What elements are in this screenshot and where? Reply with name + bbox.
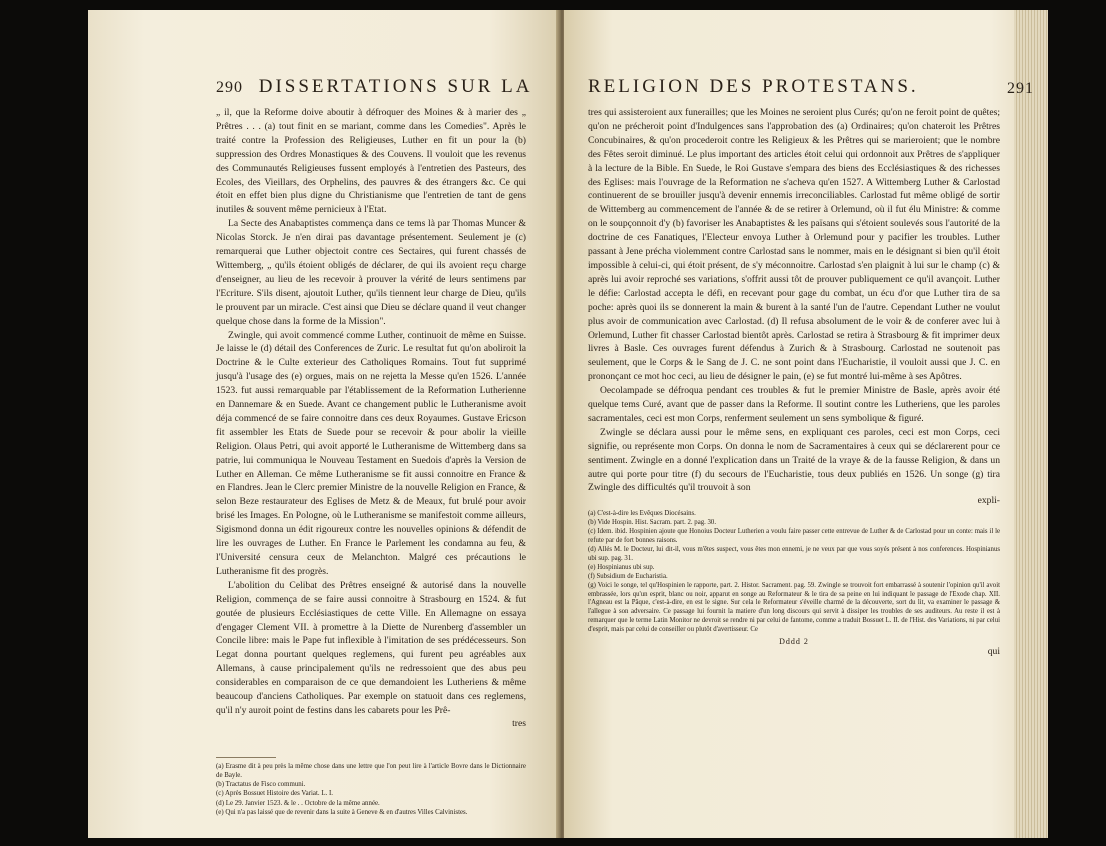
right-catchword: expli- (977, 495, 1000, 507)
left-running-title: DISSERTATIONS SUR LA (258, 76, 533, 97)
left-page-header (216, 76, 533, 98)
left-paragraph-4: L'abolition du Celibat des Prêtres enseigné & autorisé dans la nouvelle Religion, commença de se faire aussi connoitre à Strasbourg en 1524. & fut goutée de plusieurs Ecclésiastiques de cette Ville. En Allemagne on essaya d'engager Clement VII. à promettre à la Diette de Nurenberg d'assembler un Concile libre: mais le Pape fut inflexible à l'imitation de ses prédécesseurs. Son Legat donna pourtant quelques reglemens, qui furent peu agréables aux Allemans, à cause principalement qu'ils ne redressoient que des abus peu considerables en comparaison de ce que demandoient les Lutheriens & même beaucoup d'anciens Catholiques. Par exemple on statuoit dans ces reglemens, qu'il n'y auroit point de festins dans les cabarets pour les Prê- (216, 579, 526, 716)
right-paragraph-1: tres qui assisteroient aux funerailles; que les Moines ne seroient plus Curés; qu'on ne feroit point de quêtes; qu'on ne précheroit point d'Indulgences sans l'approbation des (a) Ordinaires; qu'on chateroit les Prêtres Concubinaires, & qu'on procederoit contre les Religieux & les Prêtres qui se marieroient; que le nombre des Fêtes seroit diminué. Le plus important des articles étoit celui qui ordonnoit aux Prêtres de s'appliquer à la lecture de la Bible. En Suede, le Roi Gustave s'empara des biens des Ecclésiastiques & des richesses des Eglises: mais l'ouvrage de la Reformation ne s'acheva qu'en 1527. A Wittemberg Luther & Carlostad continuerent de se brouiller jusqu'à devenir ennemis irreconciliables. Carlostad fut même obligé de sortir de Wittemberg au commencement de l'année & de se retirer à Orlemund, où il fut élu Ministre: & comme on le soupçonnoit d'y (b) favoriser les Anabaptistes & les païsans qui s'étoient soulevés sous l'autorité de la doctrine de ces Fanatiques, l'Electeur envoya Luther à Orlemund pour y pacifier les troubles. Luther passant à Jene précha violemment contre Carlostad sans le nommer, mais en le désignant si bien qu'il étoit impossible à celui-ci, qui étoit présent, de s'y méconnoitre. Carlostad s'en plaignit à lui sur le champ (c) & après lui avoir reproché ses variations, s'offrit aussi tôt de prouver publiquement ce qu'il avançoit. Luther le défie: Carlostad accepta le défi, en recevant pour gage du combat, un écu d'or que Luther tira de sa poche: après quoi ils se donnerent la main & burent à la santé l'un de l'autre. Cependant Luther ne voulut plus avoir de communication avec Carlostad. (d) Il refusa absolument de le voir & de conferer avec lui à Orlemund, Luther fit chasser Carlostad bientôt après. Carlostad se retira à Strasbourg & fit imprimer deux livres à Basle. Ces ouvrages furent défendus à Zurich & à Strasbourg. Carlostad ne soutenoit pas seulement, que le Corps & le Sang de J. C. ne sont point dans l'Eucharistie, il vouloit aussi que J. C. en prononçant ce mot hoc ceci, au lieu de désigner le pain, (e) se fut montré lui-même à ses Apôtres. (588, 107, 1000, 383)
left-footnote-d: (d) Le 29. Janvier 1523. & le . . Octobre de la même année. (216, 799, 380, 807)
right-footnote-g: (g) Voici le songe, tel qu'Hospinien le rapporte, part. 2. Histor. Sacrament. pag. 59. Zwingle se trouvoit fort embarrassé à soutenir l'opinion qu'il avoit embrassée, lors qu'un esprit, blanc ou noir, apparut en songe au Reformateur & le tira de sa peine en lui indiquant le passage de l'Exode chap. XII. l'Agneau est la Pâque, c'est-à-dire, en est le signe. Sur cela le Reformateur s'éveille charmé de la découverte, sort du lit, va examiner le passage & l'allegue à son adversaire. Ce passage lui fournit la matiere d'un long discours qui servit à dissiper les troubles de ses auditeurs. Au reste il est à remarquer que le terme Latin Monitor ne devroit se rendre ni par celui de fantome, comme a traduit Bossuet L. II. de l'Hist. des Variations, ni par celui d'esprit, mais par celui de conseiller ou plutôt d'avertisseur. Ce (588, 581, 1000, 634)
signature-mark: Dddd 2 (779, 637, 809, 647)
left-paragraph-2: La Secte des Anabaptistes commença dans ce tems là par Thomas Muncer & Nicolas Storck. Je n'en dirai pas davantage présentement. Seulement je (c) remarquerai que Luther objectoit contre ces Sectaires, qui furent chassés de Wittemberg, „ qu'ils étoient obligés de déclarer, de qui ils avoient reçu charge d'enseigner, au lieu de les recevoir à prouver la vérité de leurs sentimens par l'Ecriture. S'ils disent, ajoutoit Luther, qu'ils tiennent leur charge de Dieu, qu'ils le prouvent par un miracle. C'est ainsi que Dieu se déclare quand il veut changer quelque chose dans la forme de la Mission". (216, 218, 526, 327)
right-paragraph-2: Oecolampade se défroqua pendant ces troubles & fut le premier Ministre de Basle, après avoir été quelque tems Curé, avant que de passer dans la Reforme. Il soutint contre les Lutheriens, que les paroles sacramentales, ceci est mon Corps, renferment seulement un sens symbolique & figuré. (588, 385, 1000, 424)
right-footnote-c: (c) Idem. ibid. Hospinien ajoute que Honoius Docteur Lutherien a voulu faire passer cette entrevue de Luther & de Carlostad pour un conte: mais il le refute par de fort bonnes raisons. (588, 528, 1000, 545)
left-page-number: 290 (216, 79, 243, 96)
left-catchword: tres (512, 717, 526, 729)
left-footnote-e: (e) Qui n'a pas laissé que de revenir dans la suite à Geneve & en d'autres Villes Calvinistes. (216, 808, 468, 816)
left-page-body (216, 106, 526, 729)
right-page-header (588, 76, 1034, 98)
left-footnote-rule (216, 757, 276, 758)
right-page (564, 10, 1048, 838)
right-running-title: RELIGION DES PROTESTANS. (588, 76, 919, 97)
right-page-number: 291 (1007, 80, 1034, 97)
right-footnote-catchword: qui (987, 646, 1000, 658)
left-footnote-a: (a) Erasme dit à peu près la même chose dans une lettre que l'on peut lire à l'article Bovre dans le Dictionnaire de Bayle. (216, 762, 526, 780)
left-page (88, 10, 560, 838)
right-footnote-d: (d) Allés M. le Docteur, lui dit-il, vous m'êtes suspect, vous êtes mon ennemi, je ne veux par que vous soyés présent à nos conferences. Hospinianus ubi sup. pag. 31. (588, 546, 1000, 562)
page-edges (1014, 10, 1048, 838)
right-footnote-f: (f) Subsidium de Eucharistia. (588, 572, 668, 580)
right-footnote-a: (a) C'est-à-dire les Evêques Diocésains. (588, 510, 696, 518)
left-footnote-c: (c) Après Bossuet Histoire des Variat. L. I. (216, 790, 333, 798)
open-book (88, 10, 1048, 838)
left-paragraph-1: „ il, que la Reforme doive aboutir à défroquer des Moines & à marier des „ Prêtres . . . (a) tout finit en se mariant, comme dans les Comedies". Après le traité contre la Profession des Religieuses, Luther en fit un pour la (b) suppression des Ordres Monastiques & des Couvens. Il vouloit que les revenus des Communautés Religieuses fussent employés à l'entretien des Pasteurs, des Ecoles, des Vieillars, des Orphelins, des pauvres & des étrangers &c. Ce qui étoit en effet bien plus digne du Christianisme que l'entretien de tant de gens inutiles & souvent même pernicieux à l'Etat. (216, 107, 526, 216)
left-footnote-b: (b) Tractatus de Fisco communi. (216, 781, 306, 789)
right-footnote-e: (e) Hospinianus ubi sup. (588, 563, 655, 571)
left-footnotes (216, 762, 526, 817)
right-paragraph-3: Zwingle se déclara aussi pour le même sens, en expliquant ces paroles, ceci est mon Corps, ceci signifie, ou représente mon Corps. On donna le nom de Sacramentaires à ceux qui se déclarerent pour ce sentiment. Zwingle en a donné l'explication dans un Traité de la vraye & de la fausse Religion, & dans un autre qui porte pour titre (f) du secours de l'Eucharistie, tous deux publiés en 1526. Un songe (g) tira Zwingle des difficultés qu'il trouvoit à son (588, 426, 1000, 494)
right-footnotes (588, 510, 1000, 635)
right-page-body (588, 106, 1000, 506)
right-footnote-b: (b) Vide Hospin. Hist. Sacram. part. 2. pag. 30. (588, 519, 717, 527)
left-paragraph-3: Zwingle, qui avoit commencé comme Luther, continuoit de même en Suisse. Je laisse le (d) détail des Conferences de Zuric. Le resultat fut qu'on aboliroit la Doctrine & le Culte exterieur des Catholiques Romains. Tout fut supprimé jusqu'à l'usage des (e) orgues, mais on ne rejetta la Messe qu'en 1526. L'année 1523. fut aussi remarquable par l'établissement de la Reformation Lutherienne en Dannemare & en Suede. Avant ce changement public le Lutheranisme avoit déja commencé de se faire connoitre dans ces deux Royaumes. Gustave Ericson fit assembler les Etats de Suede pour se recevoir & pour abolir la vieille Religion. Olaus Petri, qui avoit apporté le Lutheranisme de Wittemberg dans sa patrie, lui communiqua le Nouveau Testament en Suedois d'après la Version de Luther en Alleman. Ce même Lutheranisme se fit aussi connoitre en France & en Flandres. Jean le Clerc premier Ministre de la nouvelle Religion en France, & selon Beze restaurateur des Eglises de Metz & de Meaux, fut brulé pour avoir brisé les Images. En Pologne, où le Lutheranisme se manifestoit comme ailleurs, Sigismond donna un édit rigoureux contre les nouvelles opinions & défendit de lire les ouvrages de Luther. En France le Parlement les condamna au feu, & l'Université censura ceux de Melanchton. Malgré ces précautions le Lutheranisme fit des progrès. (216, 329, 526, 577)
